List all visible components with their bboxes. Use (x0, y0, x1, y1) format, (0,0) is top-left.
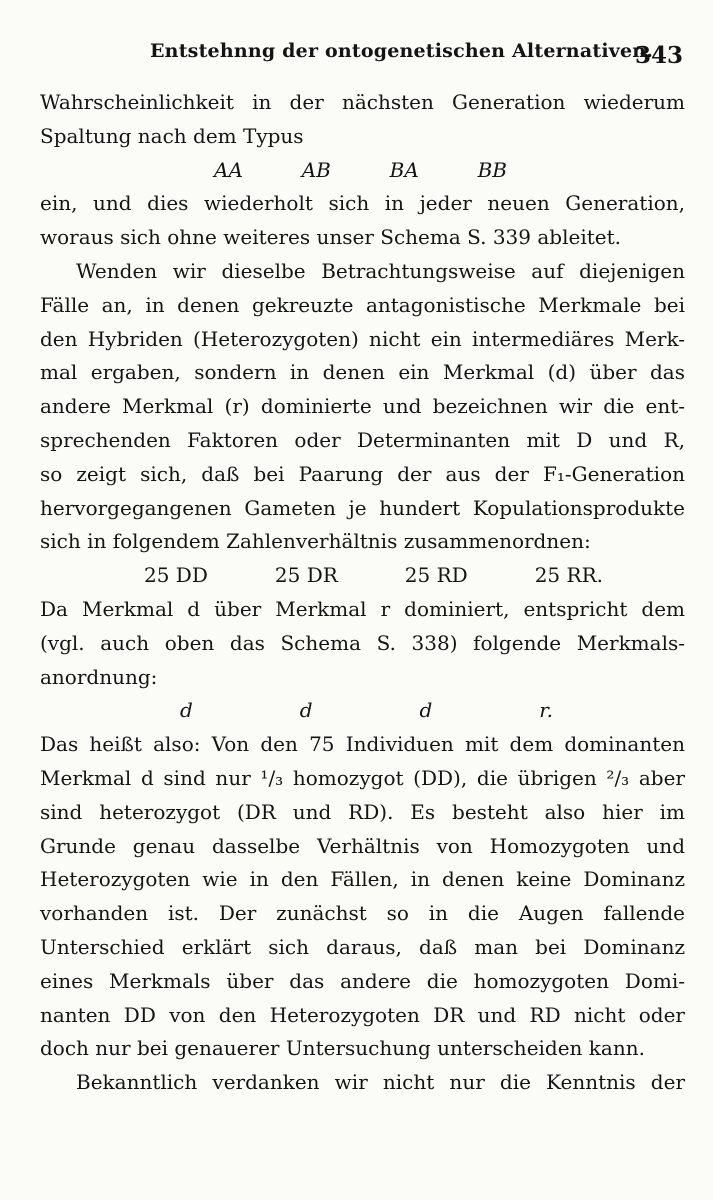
paragraph-5 (40, 728, 685, 1066)
text-line: anordnung: (40, 664, 158, 689)
formula-term: BB (477, 157, 507, 182)
paragraph-6 (40, 1066, 685, 1100)
text-line: Das heißt also: Von den 75 Individuen mit dem dominanten (40, 732, 685, 757)
text-line: doch nur bei genauerer Untersuchung unterscheiden kann. (40, 1036, 645, 1061)
text-line: andere Merkmal (r) dominierte und bezeichnen wir die ent- (40, 394, 685, 419)
text-line: Bekanntlich verdanken wir nicht nur die Kenntnis der (76, 1070, 685, 1095)
text-line: (vgl. auch oben das Schema S. 338) folgende Merkmals- (40, 630, 685, 655)
formula-term: 25 RD (404, 563, 468, 588)
formula-typus (40, 154, 685, 188)
page-header (40, 40, 683, 70)
text-line: sind heterozygot (DR und RD). Es besteht also hier im (40, 799, 685, 824)
formula-anordnung (40, 694, 685, 728)
formula-ratio (40, 559, 685, 593)
page-number: 343 (634, 42, 683, 69)
text-line: Wahrscheinlichkeit in der nächsten Generation wiederum (40, 90, 685, 114)
formula-term: AB (301, 157, 331, 182)
text-line: vorhanden ist. Der zunächst so in die Augen fallende (40, 901, 685, 926)
paragraph-3 (40, 255, 685, 559)
text-line: sprechenden Faktoren oder Determinanten mit D und R, (40, 427, 685, 452)
text-line: mal ergaben, sondern in denen ein Merkmal (d) über das (40, 360, 685, 385)
text-line: Heterozygoten wie in den Fällen, in denen keine Dominanz (40, 867, 685, 892)
formula-term: d (419, 698, 433, 723)
text-line: Spaltung nach dem Typus (40, 123, 304, 148)
paragraph-2 (40, 187, 685, 255)
formula-term: d (180, 698, 193, 723)
text-line: den Hybriden (Heterozygoten) nicht ein intermediäres Merk- (40, 326, 685, 351)
running-title: Entstehnng der ontogenetischen Alternativen. (150, 40, 654, 62)
formula-term: 25 DD (144, 563, 208, 588)
text-line: ein, und dies wiederholt sich in jeder neuen Generation, (40, 191, 685, 216)
text-line: Wenden wir dieselbe Betrachtungsweise auf diejenigen (76, 258, 685, 283)
text-line: Fälle an, in denen gekreuzte antagonistische Merkmale bei (40, 292, 685, 317)
text-line: Da Merkmal d über Merkmal r dominiert, entspricht dem (40, 596, 685, 621)
text-line: woraus sich ohne weiteres unser Schema S. 339 ableitet. (40, 225, 621, 250)
formula-term: AA (214, 157, 243, 182)
formula-term: r. (539, 698, 553, 723)
body-text (40, 86, 685, 1100)
formula-term: 25 RR. (534, 563, 603, 588)
text-line: Grunde genau dasselbe Verhältnis von Homozygoten und (40, 833, 685, 858)
formula-term: d (299, 698, 313, 723)
text-line: Merkmal d sind nur ¹/₃ homozygot (DD), die übrigen ²/₃ aber (40, 765, 685, 790)
formula-term: 25 DR (274, 563, 338, 588)
text-line: sich in folgendem Zahlenverhältnis zusammenordnen: (40, 529, 591, 554)
text-line: hervorgegangenen Gameten je hundert Kopulationsprodukte (40, 495, 685, 520)
text-line: Unterschied erklärt sich daraus, daß man bei Dominanz (40, 934, 685, 959)
text-line: eines Merkmals über das andere die homozygoten Domi- (40, 968, 685, 993)
paragraph-1 (40, 86, 685, 154)
paragraph-4 (40, 593, 685, 694)
formula-term: BA (389, 157, 419, 182)
text-line: nanten DD von den Heterozygoten DR und RD nicht oder (40, 1002, 685, 1027)
text-line: so zeigt sich, daß bei Paarung der aus der F₁-Generation (40, 461, 685, 486)
